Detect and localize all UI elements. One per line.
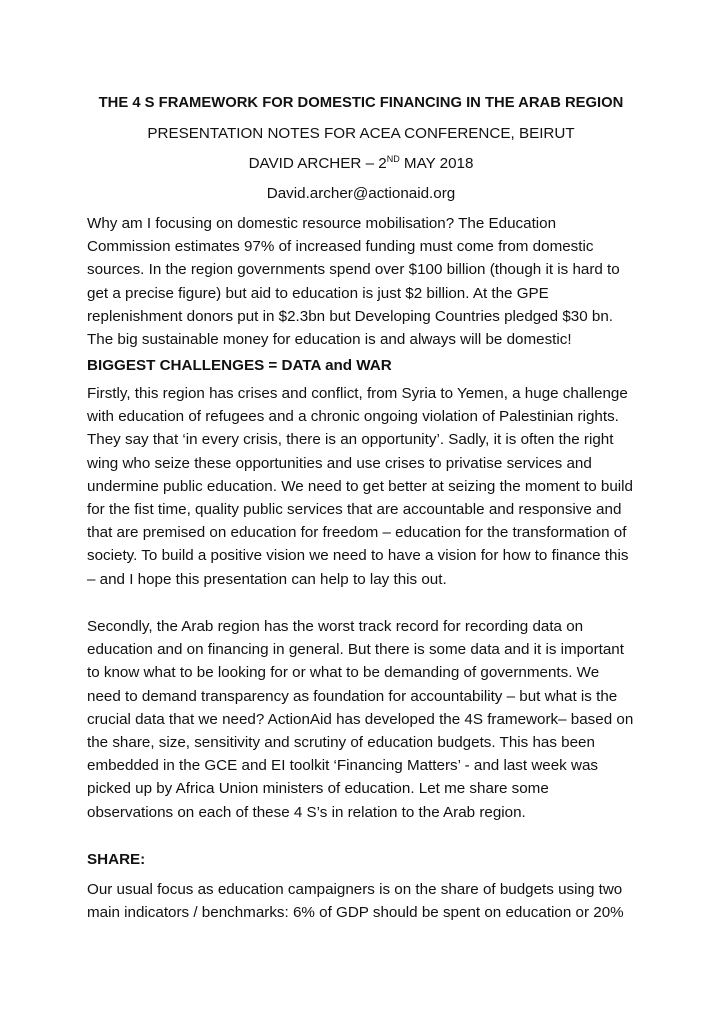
author-email: David.archer@actionaid.org (266, 185, 456, 202)
author-name: DAVID ARCHER – 2 (248, 155, 387, 172)
date-ordinal-suffix: ND (386, 154, 400, 164)
heading-biggest-challenges: BIGGEST CHALLENGES = DATA and WAR (87, 357, 392, 374)
author-date-line (87, 152, 635, 175)
heading-share: SHARE: (87, 851, 146, 868)
document-subtitle: PRESENTATION NOTES FOR ACEA CONFERENCE, BEIRUT (147, 125, 575, 142)
paragraph-data: Secondly, the Arab region has the worst track record for recording data on education and on financing in general. But there is some data and it is important to know what to be looking for or what to be demanding of governments. We need to demand transparency as foundation for accountability – but what is the crucial data that we need? ActionAid has developed the 4S framework– based on the share, size, sensitivity and scrutiny of education budgets. This has been embedded in the GCE and EI toolkit ‘Financing Matters’ - and last week was picked up by Africa Union ministers of education. Let me share some observations on each of these 4 S’s in relation to the Arab region. (87, 618, 634, 821)
paragraph-share: Our usual focus as education campaigners is on the share of budgets using two main indicators / benchmarks: 6% of GDP should be spent on education or 20% (87, 881, 624, 922)
paragraph-crises: Firstly, this region has crises and conflict, from Syria to Yemen, a huge challenge with education of refugees and a chronic ongoing violation of Palestinian rights. They say that ‘in every crisis, there is an opportunity’. Sadly, it is often the right wing who seize these opportunities and use crises to privatise services and undermine public education. We need to get better at seizing the moment to build for the fist time, quality public services that are accountable and responsive and that are premised on education for freedom – education for the transformation of society. To build a positive vision we need to have a vision for how to finance this – and I hope this presentation can help to lay this out. (87, 385, 633, 588)
document-title: THE 4 S FRAMEWORK FOR DOMESTIC FINANCING IN THE ARAB REGION (98, 95, 624, 111)
author-date: MAY 2018 (399, 155, 474, 172)
paragraph-intro: Why am I focusing on domestic resource mobilisation? The Education Commission estimates 97% of increased funding must come from domestic sources. In the region governments spend over $100 billion (though it is hard to get a precise figure) but aid to education is just $2 billion. At the GPE replenishment donors put in $2.3bn but Developing Countries pledged $30 bn. The big sustainable money for education is and always will be domestic! (87, 215, 620, 349)
